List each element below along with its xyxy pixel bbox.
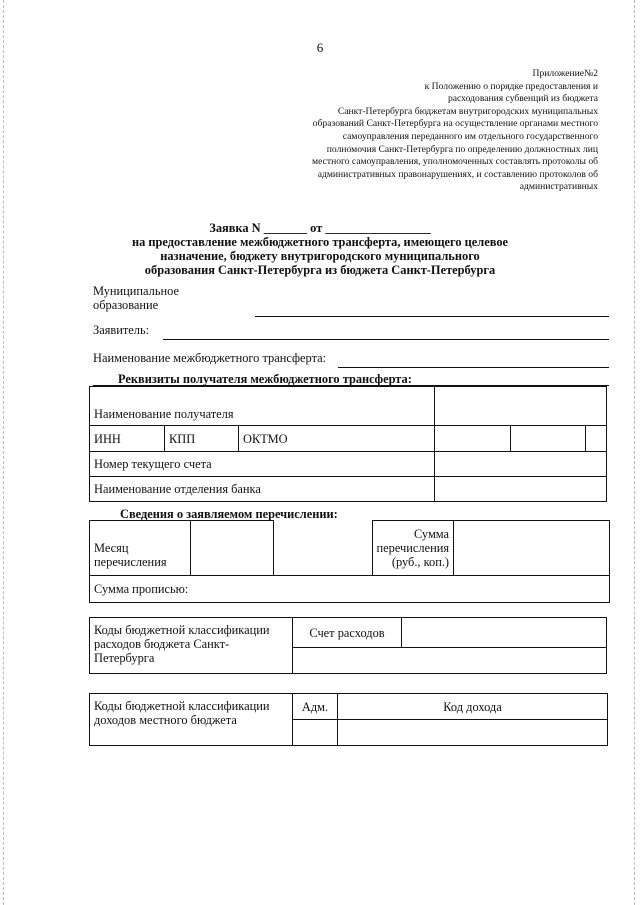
sum-label — [372, 521, 454, 576]
appendix-line: административных правонарушениях, и составлению протоколов об — [317, 168, 598, 180]
adm-header: Адм. — [293, 694, 338, 720]
income-codes-label — [90, 694, 293, 746]
appendix-line: самоуправления переданного им отдельного государственного — [342, 130, 598, 142]
appendix-block — [278, 68, 598, 194]
spacer-cell — [274, 521, 372, 576]
income-codes-table — [89, 693, 608, 746]
sum-words-label: Сумма прописью: — [94, 582, 189, 596]
appendix-line: полномочия Санкт-Петербурга по определению должностных лиц — [326, 143, 598, 155]
month-label — [90, 521, 191, 576]
page-number: 6 — [316, 40, 324, 55]
expense-account-value[interactable] — [402, 618, 607, 648]
municipality-label-line: Муниципальное — [93, 284, 179, 298]
recipient-name-text: Наименование получателя — [94, 407, 234, 421]
sum-label-line: (руб., коп.) — [391, 555, 450, 569]
appendix-line: местного самоуправления, уполномоченных составлять протоколы об — [312, 156, 598, 168]
income-code-header: Код дохода — [338, 694, 608, 720]
recipient-table — [89, 386, 607, 502]
kpp-value[interactable] — [511, 426, 586, 452]
month-label-line: Месяц — [94, 541, 129, 555]
inn-label: ИНН — [90, 426, 165, 452]
month-label-line: перечисления — [94, 555, 167, 569]
appendix-line: Санкт-Петербурга бюджетам внутригородских муниципальных — [337, 105, 598, 117]
transfer-name-label: Наименование межбюджетного трансферта: — [93, 351, 327, 365]
applicant-field[interactable] — [163, 339, 609, 340]
municipality-label — [93, 284, 179, 312]
expense-codes-label — [90, 618, 293, 674]
document-subtitle: на предоставление межбюджетного трансферта, имеющего целевое — [131, 235, 509, 249]
income-codes-label-line: Коды бюджетной классификации — [94, 699, 270, 713]
document-title: Заявка N _______ от _________________ — [209, 221, 431, 235]
adm-value[interactable] — [293, 720, 338, 746]
applicant-label: Заявитель: — [93, 323, 150, 337]
expense-codes-label-line: Коды бюджетной классификации — [94, 623, 270, 637]
expense-codes-label-line: Петербурга — [94, 651, 155, 665]
sum-value[interactable] — [454, 521, 610, 576]
municipality-label-line: образование — [93, 298, 159, 312]
transfer-heading: Сведения о заявляемом перечислении: — [120, 507, 338, 521]
income-code-value[interactable] — [338, 720, 608, 746]
appendix-line: к Положению о порядке предоставления и — [424, 80, 598, 92]
document-subtitle: образования Санкт-Петербурга из бюджета Санкт-Петербурга — [144, 263, 496, 277]
sum-words[interactable] — [90, 576, 610, 603]
account-label: Номер текущего счета — [90, 452, 435, 477]
income-codes-label-line: доходов местного бюджета — [94, 713, 237, 727]
appendix-line: Приложение№2 — [532, 68, 598, 79]
inn-value[interactable] — [435, 426, 511, 452]
oktmo-value[interactable] — [586, 426, 607, 452]
appendix-line: образований Санкт-Петербурга на осуществление органами местного — [312, 118, 598, 130]
appendix-line: административных — [519, 181, 598, 193]
expense-codes-table — [89, 617, 607, 674]
recipient-name-label — [90, 387, 435, 426]
expense-account-label: Счет расходов — [293, 618, 402, 648]
kpp-label: КПП — [165, 426, 239, 452]
recipient-heading: Реквизиты получателя межбюджетного трансферта: — [118, 372, 412, 386]
oktmo-label: ОКТМО — [239, 426, 435, 452]
month-value[interactable] — [190, 521, 273, 576]
bank-value[interactable] — [435, 477, 607, 502]
scan-edge-right — [634, 0, 635, 905]
transfer-table — [89, 520, 610, 603]
scan-edge-left — [3, 0, 4, 905]
municipality-field[interactable] — [255, 316, 609, 317]
sum-label-line: Сумма перечисления — [376, 527, 450, 555]
document-subtitle: назначение, бюджету внутригородского муниципального — [160, 249, 480, 263]
bank-label: Наименование отделения банка — [90, 477, 435, 502]
appendix-line: расходования субвенций из бюджета — [448, 93, 598, 105]
expense-codes-value[interactable] — [293, 648, 607, 674]
recipient-name-value[interactable] — [435, 387, 607, 426]
expense-codes-label-line: расходов бюджета Санкт- — [94, 637, 230, 651]
account-value[interactable] — [435, 452, 607, 477]
transfer-name-field[interactable] — [338, 367, 609, 368]
